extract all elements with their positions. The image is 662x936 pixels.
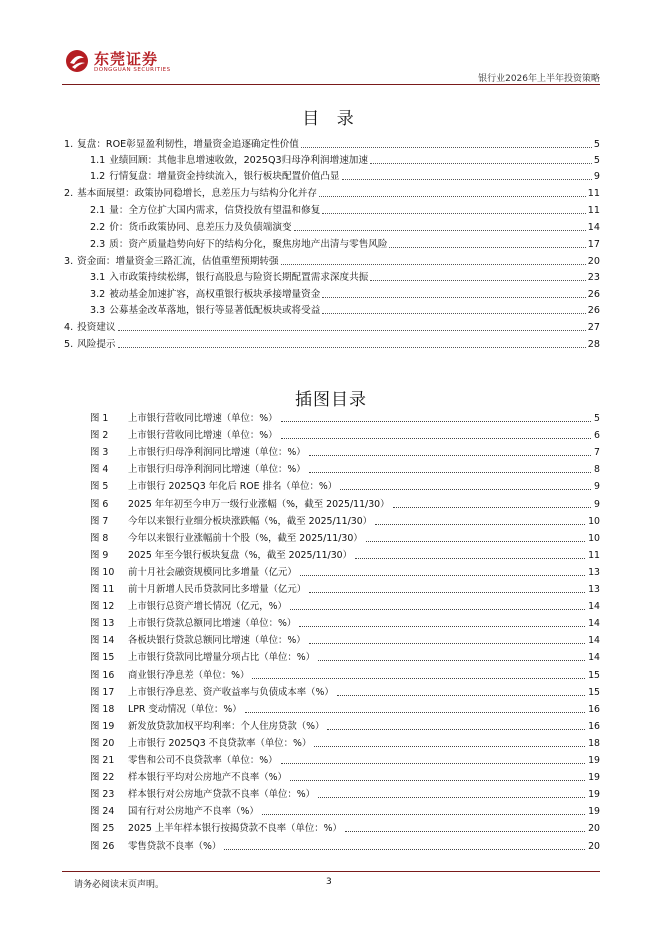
dot-leader [327, 729, 585, 730]
toc-entry-label: 行情复盘：增量资金持续流入，银行板块配置价值凸显 [109, 171, 340, 182]
figure-entry-label: 样本银行平均对公房地产不良率（%） [128, 772, 287, 784]
dot-leader [314, 746, 585, 747]
dot-leader [281, 438, 591, 439]
dot-leader [309, 455, 591, 456]
dot-leader [245, 712, 585, 713]
toc-entry-page: 17 [587, 239, 600, 250]
toc-entry[interactable] [64, 320, 600, 334]
toc-entry-page: 20 [587, 256, 600, 267]
figure-entry[interactable] [90, 804, 600, 818]
figure-entry[interactable] [90, 753, 600, 767]
figure-entry-page: 9 [594, 481, 600, 493]
dot-leader [118, 330, 586, 331]
toc-title: 目 录 [302, 109, 360, 129]
toc-entry-page: 26 [587, 289, 600, 300]
toc-entry[interactable] [90, 270, 600, 284]
figure-entry-number: 图 1 [90, 413, 109, 424]
figure-entry-page: 19 [588, 789, 600, 801]
figure-entry-page: 14 [588, 635, 600, 647]
figure-entry-number: 图 23 [90, 789, 115, 801]
figure-entry[interactable] [90, 616, 600, 630]
figure-entry-number: 图 17 [90, 686, 115, 698]
figure-entry-number: 图 9 [90, 549, 109, 561]
figure-entry[interactable] [90, 821, 600, 835]
figure-entry-number: 图 25 [90, 823, 115, 835]
toc-entry[interactable] [90, 237, 600, 251]
dot-leader [375, 524, 585, 525]
toc-entry-label: 价：货币政策协同、息差压力及负债端演变 [109, 222, 292, 233]
footer-disclaimer: 请务必阅读末页声明。 [74, 880, 165, 890]
toc-entry-page: 5 [593, 139, 600, 150]
header-divider [62, 84, 600, 85]
figure-entry-page: 8 [594, 464, 600, 476]
figure-entry[interactable] [90, 497, 600, 511]
figure-entry-page: 6 [594, 430, 600, 442]
dot-leader [366, 541, 585, 542]
figure-entry-number: 图 7 [90, 515, 109, 527]
figure-entry[interactable] [90, 428, 600, 442]
figure-list-title: 插图目录 [295, 390, 367, 410]
figure-entry[interactable] [90, 633, 600, 647]
dot-leader [281, 264, 586, 265]
figure-entry-page: 14 [588, 618, 600, 630]
toc-entry-number: 1.1 [90, 155, 106, 166]
figure-entry-label: LPR 变动情况（单位：%） [128, 703, 242, 715]
figure-entry-label: 上市银行归母净利润同比增速（单位：%） [128, 447, 306, 459]
toc-entry-page: 9 [593, 171, 600, 182]
footer-divider [62, 871, 600, 872]
figure-entry-page: 14 [588, 652, 600, 664]
report-title: 银行业2026年上半年投资策略 [478, 74, 600, 84]
figure-entry-label: 2025 上半年样本银行按揭贷款不良率（单位：%） [128, 823, 342, 835]
figure-entry-label: 上市银行营收同比增速（单位：%） [128, 413, 278, 424]
figure-entry[interactable] [90, 565, 600, 579]
figure-entry[interactable] [90, 548, 600, 562]
figure-entry[interactable] [90, 787, 600, 801]
toc-entry-number: 3.2 [90, 289, 106, 300]
dot-leader [309, 592, 585, 593]
toc-entry-label: 风险提示 [77, 339, 116, 350]
dot-leader [318, 660, 585, 661]
toc-entry[interactable] [90, 220, 600, 234]
dot-leader [340, 489, 591, 490]
figure-entry-label: 上市银行总资产增长情况（亿元，%） [128, 601, 287, 613]
dot-leader [118, 347, 586, 348]
figure-entry-label: 上市银行净息差、资产收益率与负债成本率（%） [128, 686, 334, 698]
toc-entry-label: 业绩回顾：其他非息增速收敛，2025Q3归母净利润增速加速 [109, 155, 368, 166]
dot-leader [389, 247, 585, 248]
figure-entry-number: 图 12 [90, 601, 115, 613]
dot-leader [355, 558, 585, 559]
figure-entry-page: 15 [588, 669, 600, 681]
toc-entry-number: 3.1 [90, 272, 106, 283]
figure-entry-page: 19 [588, 806, 600, 818]
toc-entry-number: 3. [64, 256, 74, 267]
toc-entry-number: 4. [64, 322, 74, 333]
dot-leader [309, 643, 585, 644]
dot-leader [252, 678, 585, 679]
figure-entry[interactable] [90, 582, 600, 596]
figure-entry-number: 图 6 [90, 498, 109, 510]
figure-entry-label: 2025 年年初至今申万一级行业涨幅（%，截至 2025/11/30） [128, 498, 390, 510]
figure-entry[interactable] [90, 599, 600, 613]
figure-entry-label: 各板块银行贷款总额同比增速（单位：%） [128, 635, 306, 647]
toc-entry-label: 资金面：增量资金三路汇流，估值重塑预期转强 [77, 256, 279, 267]
toc-entry-label: 量：全方位扩大国内需求，信贷投放有望温和修复 [109, 205, 321, 216]
toc-entry-number: 2.2 [90, 222, 106, 233]
toc-entry[interactable] [90, 203, 600, 217]
figure-entry-number: 图 11 [90, 584, 115, 595]
toc-entry[interactable] [64, 254, 600, 268]
toc-entry-page: 27 [587, 322, 600, 333]
figure-entry-page: 14 [588, 601, 600, 613]
figure-entry-label: 前十月社会融资规模同比多增量（亿元） [128, 566, 297, 578]
toc-entry[interactable] [90, 153, 600, 167]
toc-entry-page: 26 [587, 305, 600, 316]
figure-entry[interactable] [90, 411, 600, 425]
figure-entry-page: 20 [588, 840, 600, 852]
dot-leader [299, 626, 585, 627]
figure-entry-page: 5 [594, 413, 600, 424]
toc-entry-number: 1.2 [90, 171, 106, 182]
dot-leader [262, 814, 585, 815]
figure-entry-label: 样本银行对公房地产贷款不良率（单位：%） [128, 789, 316, 801]
figure-entry-page: 13 [588, 566, 600, 578]
toc-entry-number: 2.3 [90, 239, 106, 250]
figure-entry-label: 零售和公司不良贷款率（单位：%） [128, 755, 278, 766]
toc-entry-number: 5. [64, 339, 74, 350]
dot-leader [345, 831, 585, 832]
figure-entry-page: 16 [588, 720, 600, 732]
toc-entry[interactable] [90, 303, 600, 317]
figure-entry-number: 图 3 [90, 447, 109, 459]
figure-entry-label: 上市银行贷款总额同比增速（单位：%） [128, 618, 297, 630]
toc-entry-number: 2. [64, 188, 74, 199]
dot-leader [319, 196, 586, 197]
figure-entry-number: 图 26 [90, 840, 115, 852]
toc-entry-page: 14 [587, 222, 600, 233]
toc-entry-label: 公募基金改革落地，银行等显著低配板块或将受益 [109, 305, 321, 316]
figure-entry-page: 10 [588, 532, 600, 544]
figure-entry-label: 上市银行贷款同比增量分项占比（单位：%） [128, 652, 316, 664]
figure-entry-label: 前十月新增人民币贷款同比多增量（亿元） [128, 584, 307, 595]
toc-entry-page: 5 [593, 155, 600, 166]
toc-entry-page: 11 [587, 205, 600, 216]
toc-entry-page: 28 [587, 339, 600, 350]
figure-entry-number: 图 21 [90, 755, 115, 766]
toc-entry-label: 被动基金加速扩容，高权重银行板块承接增量资金 [109, 289, 321, 300]
figure-entry[interactable] [90, 770, 600, 784]
figure-entry-number: 图 4 [90, 464, 109, 476]
toc-entry-label: 投资建议 [77, 322, 116, 333]
dot-leader [300, 575, 585, 576]
figure-entry-number: 图 22 [90, 772, 115, 784]
dot-leader [322, 213, 585, 214]
figure-entry-page: 11 [588, 549, 600, 561]
figure-entry-number: 图 16 [90, 669, 115, 681]
figure-entry-label: 上市银行 2025Q3 年化后 ROE 排名（单位：%） [128, 481, 338, 493]
figure-entry-label: 零售贷款不良率（%） [128, 840, 222, 852]
brand-name-en: DONGGUAN SECURITIES [94, 67, 171, 73]
dot-leader [337, 695, 585, 696]
figure-entry-page: 9 [594, 498, 600, 510]
figure-entry-page: 20 [588, 823, 600, 835]
dot-leader [322, 297, 585, 298]
figure-entry[interactable] [90, 685, 600, 699]
figure-entry-page: 18 [588, 737, 600, 749]
figure-entry-label: 新发放贷款加权平均利率：个人住房贷款（%） [128, 720, 325, 732]
figure-entry[interactable] [90, 719, 600, 733]
figure-entry-number: 图 15 [90, 652, 115, 664]
figure-entry[interactable] [90, 462, 600, 476]
company-logo [64, 46, 174, 80]
dot-leader [370, 163, 592, 164]
dot-leader [322, 313, 585, 314]
figure-entry-number: 图 13 [90, 618, 115, 630]
figure-entry-page: 19 [588, 772, 600, 784]
dot-leader [290, 609, 585, 610]
figure-entry-label: 2025 年至今银行板块复盘（%，截至 2025/11/30） [128, 549, 353, 561]
figure-entry-number: 图 5 [90, 481, 109, 493]
toc-entry-number: 1. [64, 139, 74, 150]
dot-leader [309, 472, 591, 473]
figure-entry-number: 图 18 [90, 703, 115, 715]
toc-entry[interactable] [64, 137, 600, 151]
figure-entry-label: 上市银行营收同比增速（单位：%） [128, 430, 278, 442]
figure-entry-label: 今年以来银行业涨幅前十个股（%，截至 2025/11/30） [128, 532, 363, 544]
toc-entry-page: 11 [587, 188, 600, 199]
figure-entry-page: 13 [588, 584, 600, 595]
dot-leader [224, 849, 585, 850]
toc-entry-label: 质：资产质量趋势向好下的结构分化，聚焦房地产出清与零售风险 [109, 239, 388, 250]
figure-entry-page: 7 [594, 447, 600, 459]
figure-entry[interactable] [90, 531, 600, 545]
figure-entry-number: 图 2 [90, 430, 109, 442]
dot-leader [281, 763, 586, 764]
figure-entry[interactable] [90, 702, 600, 716]
figure-entry-number: 图 8 [90, 532, 109, 544]
figure-entry-number: 图 10 [90, 566, 115, 578]
logo-emblem-icon [64, 48, 90, 74]
figure-entry-label: 上市银行 2025Q3 不良贷款率（单位：%） [128, 737, 312, 749]
figure-entry-label: 国有行对公房地产不良率（%） [128, 806, 259, 818]
figure-entry-number: 图 14 [90, 635, 115, 647]
figure-entry-page: 16 [588, 703, 600, 715]
figure-entry-page: 15 [588, 686, 600, 698]
toc-entry-label: 入市政策持续松绑，银行高股息与险资长期配置需求深度共振 [109, 272, 369, 283]
figure-entry-number: 图 20 [90, 737, 115, 749]
figure-entry-page: 10 [588, 515, 600, 527]
figure-entry-page: 19 [588, 755, 600, 766]
toc-entry[interactable] [64, 186, 600, 200]
figure-entry-number: 图 19 [90, 720, 115, 732]
figure-entry-label: 商业银行净息差（单位：%） [128, 669, 250, 681]
figure-entry[interactable] [90, 736, 600, 750]
toc-entry-page: 23 [587, 272, 600, 283]
dot-leader [393, 507, 592, 508]
dot-leader [290, 780, 585, 781]
figure-entry-number: 图 24 [90, 806, 115, 818]
dot-leader [294, 230, 586, 231]
figure-entry-label: 今年以来银行业细分板块涨跌幅（%，截至 2025/11/30） [128, 515, 373, 527]
dot-leader [301, 147, 592, 148]
toc-entry[interactable] [90, 169, 600, 183]
toc-entry-number: 2.1 [90, 205, 106, 216]
figure-entry[interactable] [90, 839, 600, 853]
toc-entry-number: 3.3 [90, 305, 106, 316]
figure-entry[interactable] [90, 668, 600, 682]
brand-name-cn: 东莞证券 [94, 50, 159, 68]
dot-leader [281, 421, 591, 422]
dot-leader [370, 280, 585, 281]
figure-entry[interactable] [90, 479, 600, 493]
toc-entry-label: 复盘：ROE彰显盈利韧性，增量资金追逐确定性价值 [77, 139, 299, 150]
figure-entry-label: 上市银行归母净利润同比增速（单位：%） [128, 464, 306, 476]
toc-entry[interactable] [64, 337, 600, 351]
dot-leader [342, 179, 592, 180]
dot-leader [318, 797, 585, 798]
figure-entry[interactable] [90, 445, 600, 459]
toc-entry[interactable] [90, 287, 600, 301]
figure-entry[interactable] [90, 650, 600, 664]
page-number: 3 [326, 877, 332, 887]
toc-entry-label: 基本面展望：政策协同稳增长，息差压力与结构分化并存 [77, 188, 317, 199]
figure-entry[interactable] [90, 514, 600, 528]
